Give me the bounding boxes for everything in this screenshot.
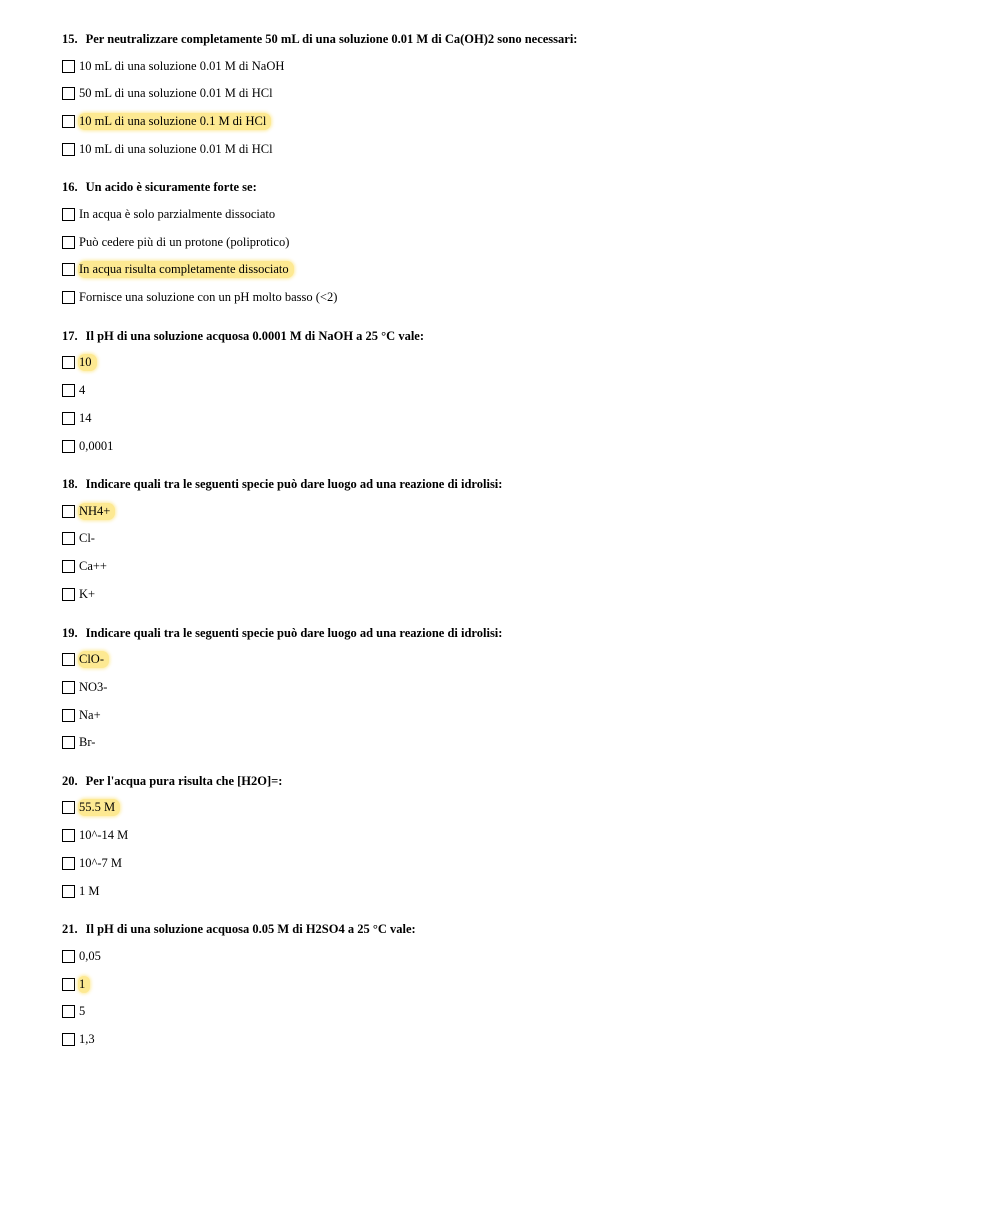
checkbox[interactable] [62,356,75,369]
option-item[interactable] [62,651,962,669]
question-text: Il pH di una soluzione acquosa 0.0001 M di NaOH a 25 °C vale: [85,328,424,343]
checkbox[interactable] [62,384,75,397]
option-item[interactable] [62,1031,962,1049]
option-item[interactable] [62,233,962,251]
checkbox[interactable] [62,236,75,249]
option-label: 0,05 [79,948,101,963]
option-label: NH4+ [78,503,115,520]
question-title [62,624,962,642]
option-label: 10^-14 M [79,828,129,843]
question-number: 19. [62,625,78,640]
option-item[interactable] [62,827,962,845]
question-number: 15. [62,32,78,46]
option-label: 10 mL di una soluzione 0.1 M di HCl [78,113,271,130]
question-16 [62,178,962,306]
checkbox[interactable] [62,709,75,722]
checkbox[interactable] [62,950,75,963]
question-title [62,772,962,790]
option-item[interactable] [62,734,962,752]
option-item[interactable] [62,261,962,279]
question-21 [62,920,962,1048]
question-title [62,30,962,48]
option-item[interactable] [62,382,962,400]
question-17 [62,327,962,455]
option-item[interactable] [62,799,962,817]
checkbox[interactable] [62,681,75,694]
option-item[interactable] [62,113,962,131]
checkbox[interactable] [62,87,75,100]
option-item[interactable] [62,586,962,604]
question-text: Per neutralizzare completamente 50 mL di una soluzione 0.01 M di Ca(OH)2 sono necessari: [85,32,578,46]
option-label: In acqua risulta completamente dissociato [78,261,294,278]
checkbox[interactable] [62,505,75,518]
checkbox[interactable] [62,1005,75,1018]
option-item[interactable] [62,855,962,873]
checkbox[interactable] [62,440,75,453]
option-label: 10 mL di una soluzione 0.01 M di HCl [79,141,273,156]
option-label: 14 [79,410,92,425]
option-label: Fornisce una soluzione con un pH molto basso (<2) [79,290,338,305]
option-item[interactable] [62,57,962,75]
checkbox[interactable] [62,829,75,842]
checkbox[interactable] [62,143,75,156]
question-title [62,475,962,493]
question-20 [62,772,962,900]
quiz-document [62,30,962,1069]
option-item[interactable] [62,882,962,900]
checkbox[interactable] [62,60,75,73]
option-label: 4 [79,383,86,398]
option-item[interactable] [62,706,962,724]
option-label: 0,0001 [79,438,114,453]
checkbox[interactable] [62,801,75,814]
option-label: 10 [78,354,97,371]
option-item[interactable] [62,289,962,307]
checkbox[interactable] [62,412,75,425]
option-item[interactable] [62,975,962,993]
question-text: Un acido è sicuramente forte se: [85,180,257,195]
option-item[interactable] [62,530,962,548]
checkbox[interactable] [62,532,75,545]
option-label: Na+ [79,707,101,722]
question-title [62,178,962,196]
option-item[interactable] [62,1003,962,1021]
option-label: Può cedere più di un protone (poliprotico) [79,234,290,249]
question-number: 17. [62,328,78,343]
option-item[interactable] [62,409,962,427]
question-number: 16. [62,180,78,195]
option-item[interactable] [62,558,962,576]
option-label: NO3- [79,679,108,694]
checkbox[interactable] [62,560,75,573]
checkbox[interactable] [62,857,75,870]
question-15 [62,30,962,158]
option-item[interactable] [62,354,962,372]
option-item[interactable] [62,140,962,158]
option-label: 5 [79,1004,86,1019]
checkbox[interactable] [62,885,75,898]
checkbox[interactable] [62,736,75,749]
question-19 [62,624,962,752]
option-label: Ca++ [79,559,107,574]
question-text: Il pH di una soluzione acquosa 0.05 M di H2SO4 a 25 °C vale: [85,922,416,937]
question-title [62,920,962,938]
checkbox[interactable] [62,978,75,991]
question-text: Indicare quali tra le seguenti specie può dare luogo ad una reazione di idrolisi: [85,477,503,492]
question-text: Indicare quali tra le seguenti specie può dare luogo ad una reazione di idrolisi: [85,625,503,640]
question-number: 20. [62,773,78,788]
checkbox[interactable] [62,291,75,304]
checkbox[interactable] [62,208,75,221]
option-label: Br- [79,735,96,750]
option-label: 1,3 [79,1032,95,1047]
option-label: K+ [79,587,96,602]
option-item[interactable] [62,205,962,223]
option-item[interactable] [62,678,962,696]
question-number: 21. [62,922,78,937]
checkbox[interactable] [62,588,75,601]
option-label: In acqua è solo parzialmente dissociato [79,206,276,221]
option-label: 1 M [79,883,100,898]
checkbox[interactable] [62,115,75,128]
question-text: Per l'acqua pura risulta che [H2O]=: [85,773,283,788]
option-item[interactable] [62,947,962,965]
option-label: Cl- [79,531,95,546]
option-label: 55.5 M [78,799,120,816]
option-label: 10 mL di una soluzione 0.01 M di NaOH [79,58,285,73]
option-item[interactable] [62,437,962,455]
question-18 [62,475,962,603]
option-item[interactable] [62,502,962,520]
option-item[interactable] [62,85,962,103]
option-label: 1 [78,976,90,993]
question-title [62,327,962,345]
checkbox[interactable] [62,263,75,276]
option-label: 50 mL di una soluzione 0.01 M di HCl [79,86,273,101]
question-number: 18. [62,477,78,492]
checkbox[interactable] [62,1033,75,1046]
option-label: ClO- [78,651,109,668]
checkbox[interactable] [62,653,75,666]
option-label: 10^-7 M [79,856,123,871]
